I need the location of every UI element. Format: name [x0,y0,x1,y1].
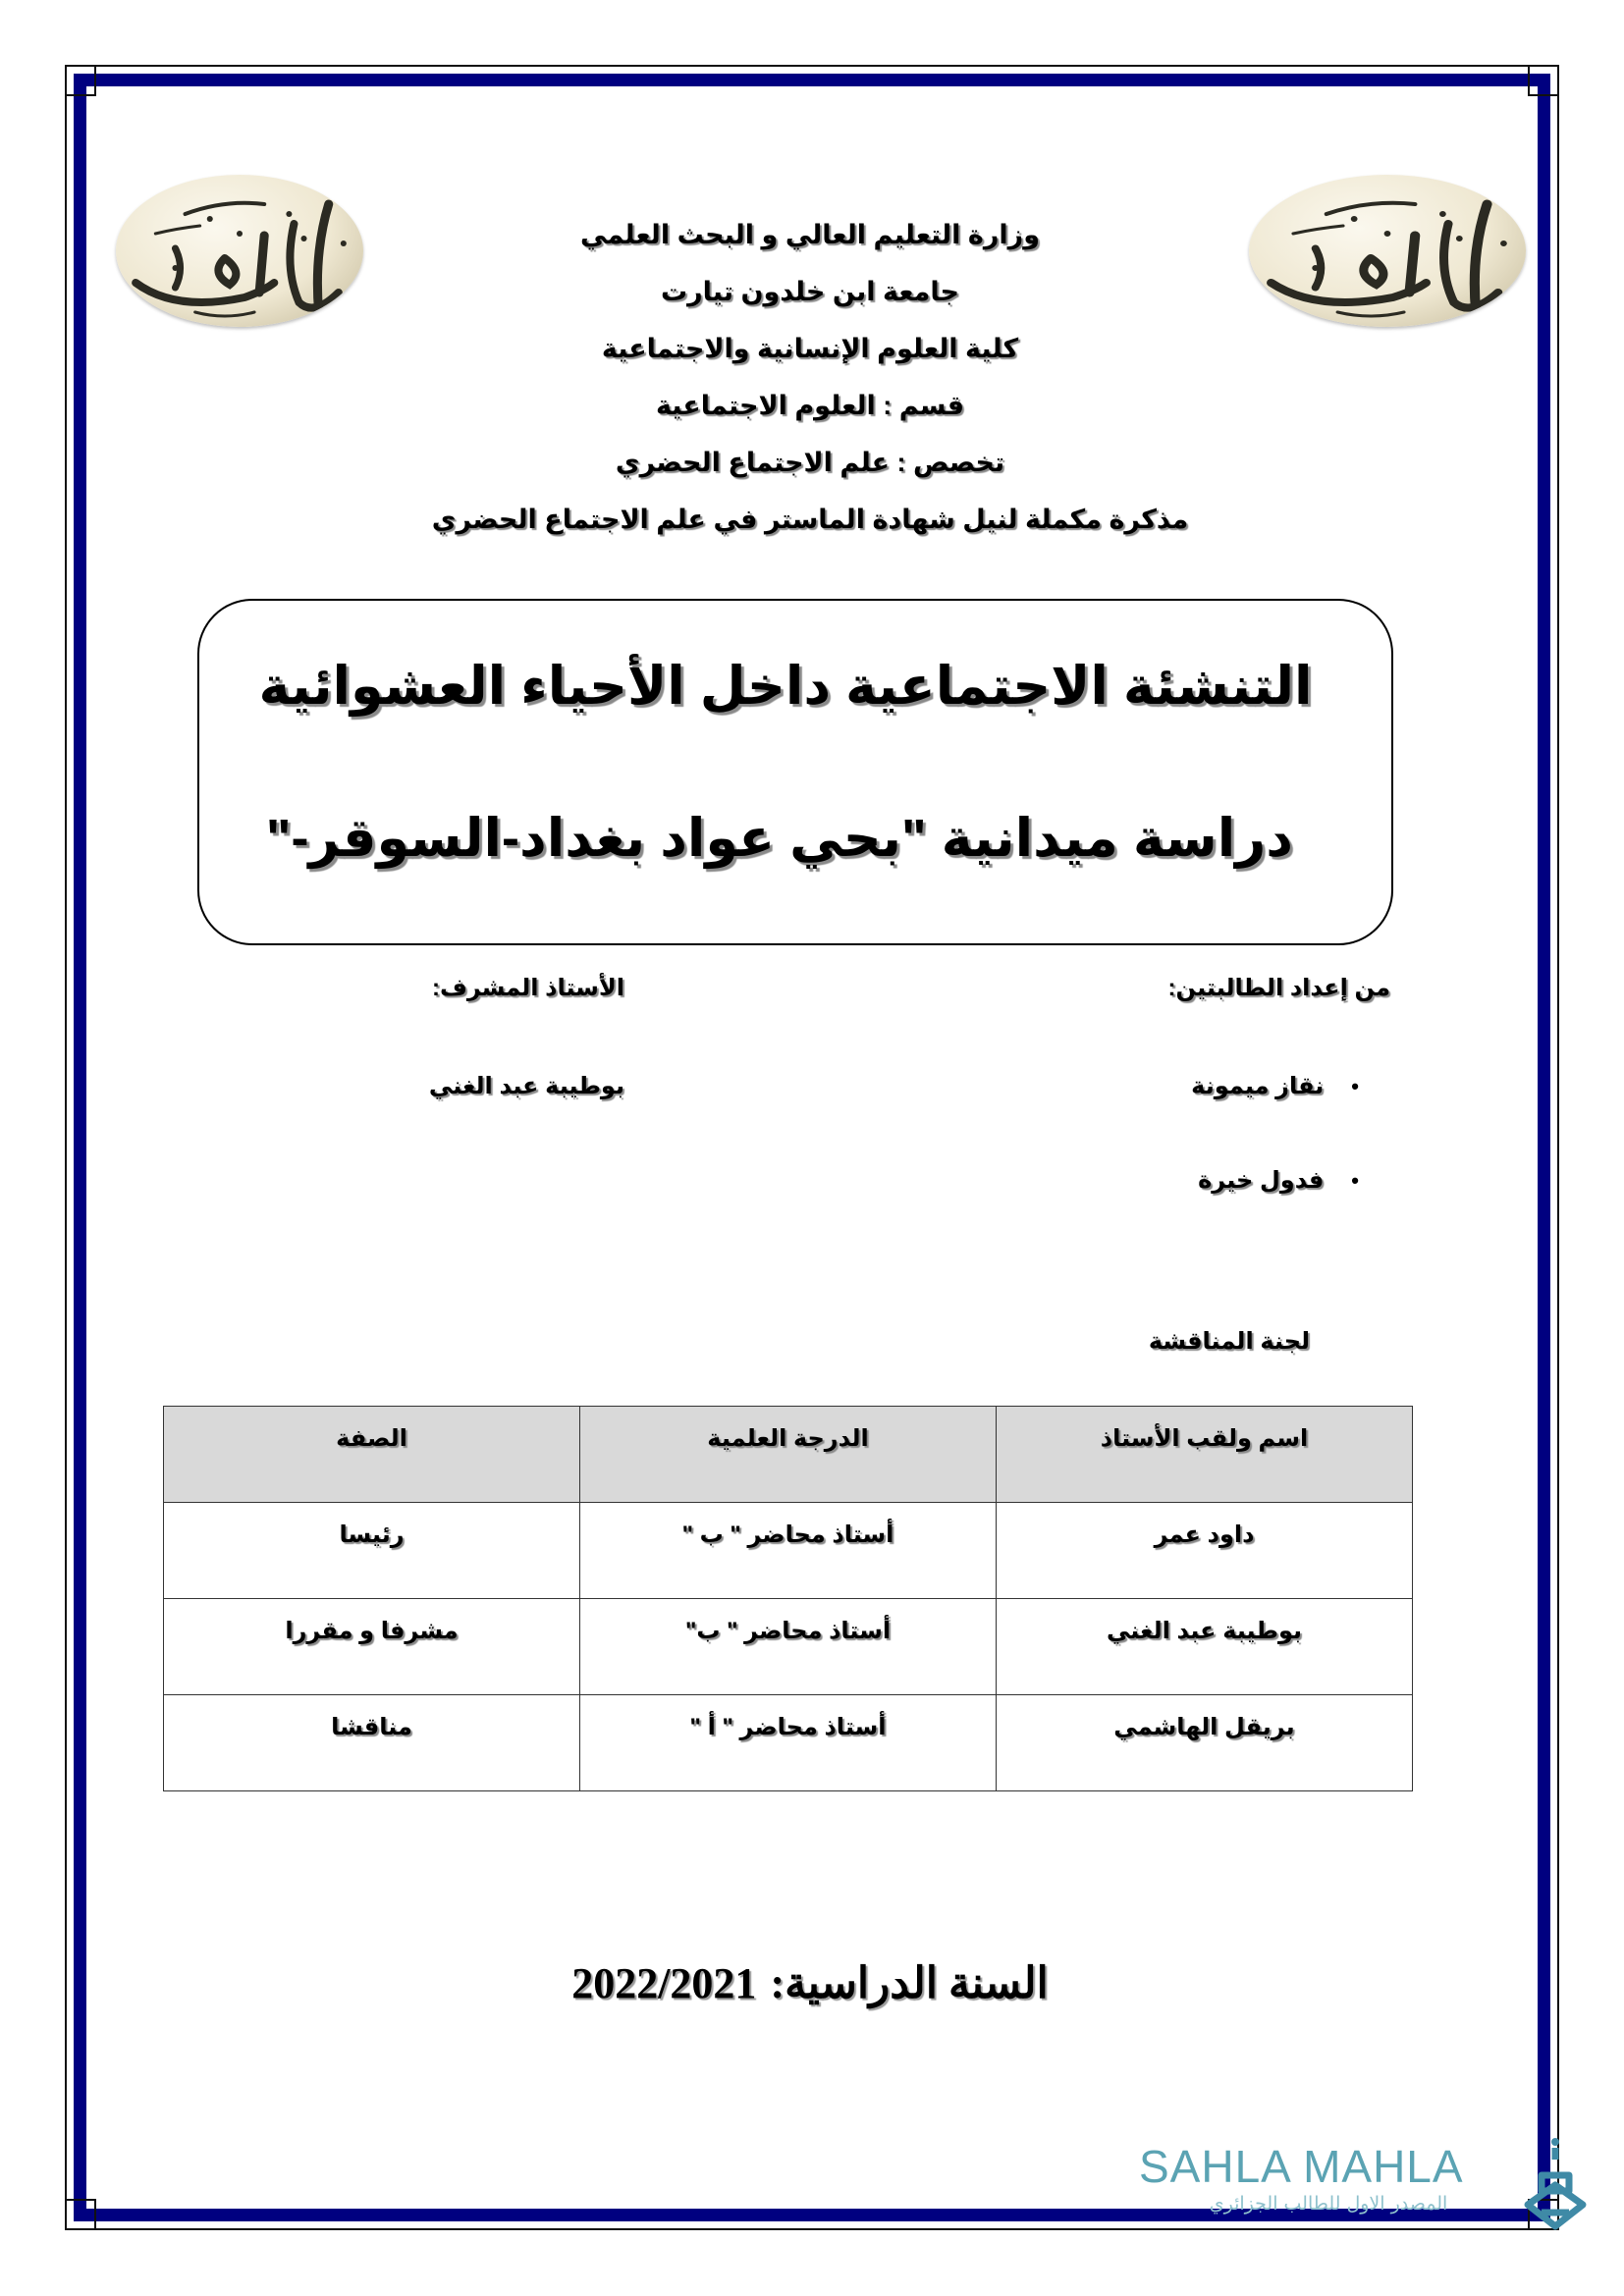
university-logo-right [1249,175,1526,327]
institution-header [373,206,1247,548]
university-logo-icon [1249,175,1526,327]
faculty-name: كلية العلوم الإنسانية والاجتماعية [601,334,1019,363]
student-name: نقاز ميمونة [1191,1073,1325,1099]
member-role: مناقشا [164,1695,580,1791]
sahla-mahla-emblem-icon [1520,2136,1591,2244]
column-header-rank: الدرجة العلمية [580,1407,997,1503]
member-name: داود عمر [997,1503,1413,1599]
supervisor-heading: الأستاذ المشرف: [431,975,624,1001]
committee-heading: لجنة المناقشة [1148,1328,1310,1355]
member-rank: أستاذ محاضر " ب" [580,1599,997,1695]
corner-ornament-top-right [1528,65,1559,96]
member-name: بوطيبة عبد الغني [997,1599,1413,1695]
university-logo-left [116,175,363,327]
member-role: رئيسا [164,1503,580,1599]
watermark-title: SAHLA MAHLA [1139,2141,1464,2192]
table-row [164,1503,1413,1599]
committee-table [163,1406,1413,1791]
university-name: جامعة ابن خلدون تيارت [660,277,959,306]
thesis-subtitle: دراسة ميدانية "بحي عواد بغداد-السوقر-" [265,809,1293,868]
sahla-mahla-watermark [1139,2140,1532,2238]
column-header-role: الصفة [164,1407,580,1503]
member-name: بريقل الهاشمي [997,1695,1413,1791]
watermark-subtitle: المصدر الاول للطالب الجزائري [1209,2193,1448,2215]
bullet-icon: • [1351,1168,1359,1193]
bullet-icon: • [1351,1074,1359,1098]
specialty-name: تخصص : علم الاجتماع الحضري [615,448,1005,477]
thesis-title: التنشئة الاجتماعية داخل الأحياء العشوائية [258,657,1313,716]
table-row [164,1599,1413,1695]
column-header-name: اسم ولقب الأستاذ [997,1407,1413,1503]
table-header-row [164,1407,1413,1503]
student-list-item [1191,1072,1359,1100]
ministry-name: وزارة التعليم العالي و البحث العلمي [580,220,1040,249]
academic-year [491,1958,1129,2008]
member-role: مشرفا و مقررا [164,1599,580,1695]
student-name: فدول خيرة [1198,1167,1325,1194]
table-row [164,1695,1413,1791]
corner-ornament-bottom-left [65,2199,96,2230]
academic-year-value: 2022/2021 [571,1959,757,2007]
academic-year-label: السنة الدراسية: [770,1959,1049,2007]
students-heading: من إعداد الطالبتين: [1167,975,1390,1001]
student-list-item [1198,1166,1359,1195]
member-rank: أستاذ محاضر " ب " [580,1503,997,1599]
supervisor-name: بوطيبة عبد الغني [428,1073,624,1099]
thesis-title-box [197,599,1393,945]
member-rank: أستاذ محاضر " أ " [580,1695,997,1791]
memo-statement: مذكرة مكملة لنيل شهادة الماستر في علم الاجتماع الحضري [431,505,1189,534]
university-logo-icon [116,175,363,327]
department-name: قسم : العلوم الاجتماعية [655,391,965,420]
corner-ornament-top-left [65,65,96,96]
